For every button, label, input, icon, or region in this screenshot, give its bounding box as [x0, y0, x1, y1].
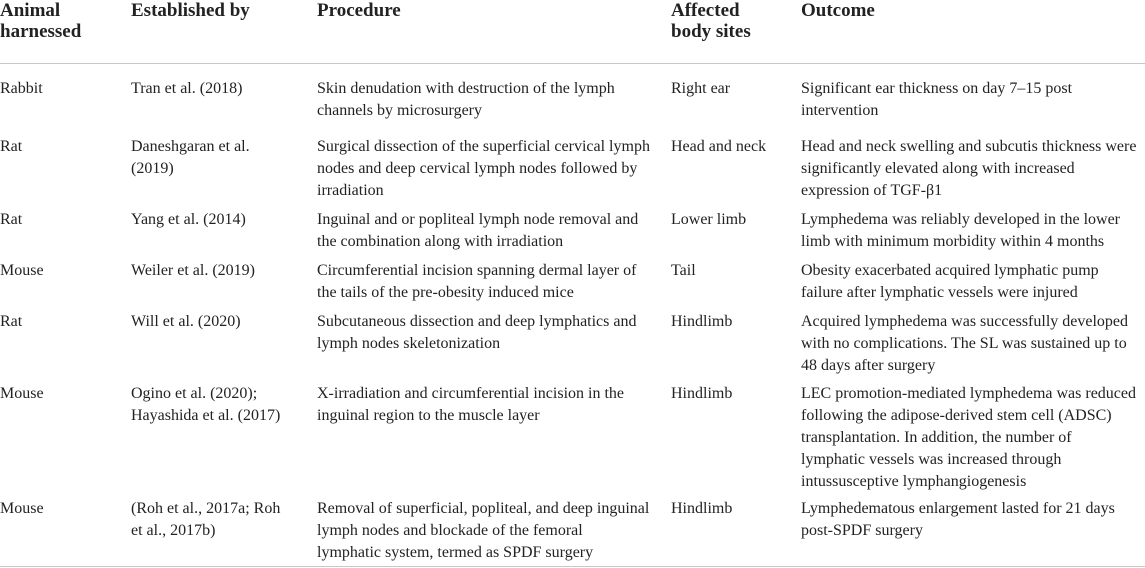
cell-outcome: Obesity exacerbated acquired lymphatic pump failure after lymphatic vessels were injured	[801, 262, 1099, 301]
table-row	[0, 63, 1145, 136]
cell-animal: Rat	[0, 211, 23, 228]
table-row	[0, 498, 1145, 564]
cell-procedure: Surgical dissection of the superficial cervical lymph nodes and deep cervical lymph nodes followed by irradiation	[317, 138, 650, 199]
cell-animal: Mouse	[0, 262, 44, 279]
cell-outcome: Acquired lymphedema was successfully developed with no complications. The SL was sustained up to 48 days after surgery	[801, 313, 1129, 374]
header-procedure: Procedure	[317, 0, 671, 63]
cell-sites: Hindlimb	[671, 385, 733, 402]
cell-procedure: Inguinal and or popliteal lymph node removal and the combination along with irradiation	[317, 211, 639, 250]
cell-procedure: Circumferential incision spanning dermal layer of the tails of the pre-obesity induced mice	[317, 262, 637, 301]
cell-established-by: Yang et al. (2014)	[131, 211, 246, 228]
cell-established-by: Daneshgaran et al. (2019)	[131, 138, 250, 177]
table-row	[0, 260, 1145, 311]
cell-animal: Mouse	[0, 385, 44, 402]
table-header-row	[0, 0, 1145, 63]
cell-sites: Hindlimb	[671, 500, 733, 517]
header-established-by: Established by	[131, 0, 317, 63]
cell-established-by: Weiler et al. (2019)	[131, 262, 255, 279]
header-animal-harnessed: Animal harnessed	[0, 0, 131, 63]
table-bottom-rule	[0, 566, 1145, 567]
cell-procedure: Removal of superficial, popliteal, and deep inguinal lymph nodes and blockade of the femoral lymphatic system, termed as SPDF surgery	[317, 500, 650, 561]
cell-sites: Head and neck	[671, 138, 767, 155]
cell-established-by: Will et al. (2020)	[131, 313, 241, 330]
cell-established-by: Ogino et al. (2020); Hayashida et al. (2017)	[131, 385, 281, 424]
cell-established-by: (Roh et al., 2017a; Roh et al., 2017b)	[131, 500, 281, 539]
cell-outcome: LEC promotion-mediated lymphedema was reduced following the adipose-derived stem cell (ADSC) transplantation. In addition, the number of lymphatic vessels was increased through intussusceptive lymphangiogenesis	[801, 385, 1137, 490]
cell-sites: Tail	[671, 262, 696, 279]
cell-sites: Hindlimb	[671, 313, 733, 330]
cell-animal: Rat	[0, 313, 23, 330]
cell-sites: Lower limb	[671, 211, 747, 228]
table-row	[0, 383, 1145, 498]
cell-outcome: Head and neck swelling and subcutis thickness were significantly elevated along with increased expression of TGF-β1	[801, 138, 1137, 199]
cell-outcome: Lymphedema was reliably developed in the lower limb with minimum morbidity within 4 months	[801, 211, 1121, 250]
table-row	[0, 311, 1145, 383]
cell-procedure: Subcutaneous dissection and deep lymphatics and lymph nodes skeletonization	[317, 313, 637, 352]
cell-sites: Right ear	[671, 79, 731, 97]
cell-outcome: Lymphedematous enlargement lasted for 21 days post-SPDF surgery	[801, 500, 1115, 539]
header-affected-body-sites: Affected body sites	[671, 0, 801, 63]
cell-outcome: Significant ear thickness on day 7–15 post intervention	[801, 79, 1073, 119]
table-row	[0, 209, 1145, 260]
cell-established-by: Tran et al. (2018)	[131, 79, 243, 97]
header-outcome: Outcome	[801, 0, 1145, 63]
cell-procedure: Skin denudation with destruction of the lymph channels by microsurgery	[317, 79, 615, 119]
cell-animal: Rat	[0, 138, 23, 155]
cell-animal: Rabbit	[0, 79, 43, 97]
cell-animal: Mouse	[0, 500, 44, 517]
cell-procedure: X-irradiation and circumferential incision in the inguinal region to the muscle layer	[317, 385, 624, 424]
table-row	[0, 136, 1145, 209]
